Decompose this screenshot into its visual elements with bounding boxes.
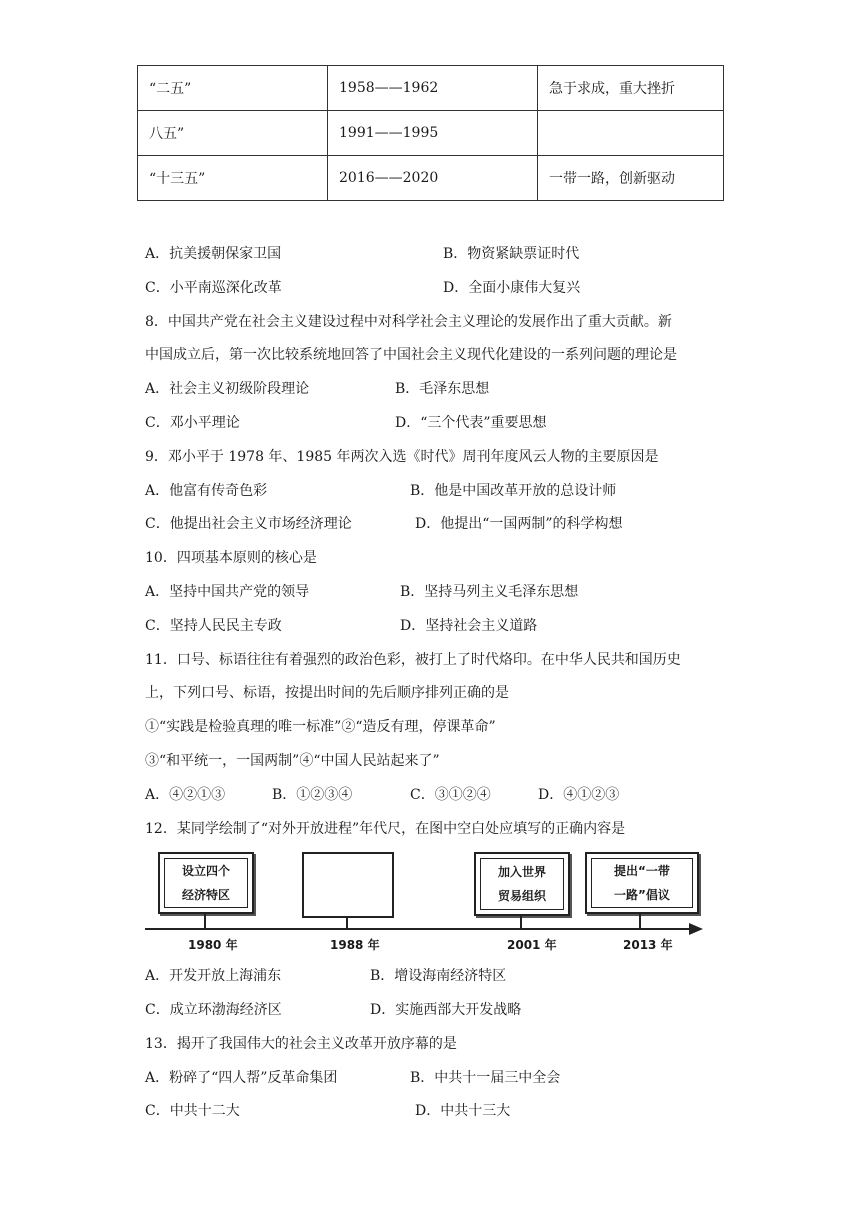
table-cell-plan: “十三五” bbox=[138, 156, 328, 201]
q10-option-b: B．坚持马列主义毛泽东思想 bbox=[400, 584, 579, 600]
table-cell-theme bbox=[538, 111, 724, 156]
q11-stem-line2: 上，下列口号、标语，按提出时间的先后顺序排列正确的是 bbox=[145, 685, 509, 701]
opening-up-timeline bbox=[145, 848, 705, 958]
q10-option-c: C．坚持人民民主专政 bbox=[145, 618, 282, 634]
q12-option-b: B．增设海南经济特区 bbox=[370, 968, 507, 984]
q11-option-a: A．④②①③ bbox=[145, 787, 226, 803]
table-row bbox=[138, 66, 724, 111]
q13-option-c: C．中共十二大 bbox=[145, 1103, 240, 1119]
q7-option-d: D．全面小康伟大复兴 bbox=[443, 280, 581, 296]
q8-option-d: D．“三个代表”重要思想 bbox=[395, 415, 547, 431]
table-cell-theme: 急于求成，重大挫折 bbox=[538, 66, 724, 111]
q13-option-d: D．中共十三大 bbox=[415, 1103, 511, 1119]
timeline-box-1980-line2: 经济特区 bbox=[181, 888, 230, 902]
timeline-stem bbox=[639, 912, 641, 928]
timeline-box-2013-line2: 一路”倡议 bbox=[614, 888, 670, 902]
q8-option-a: A．社会主义初级阶段理论 bbox=[145, 381, 310, 397]
timeline-box-2001-line2: 贸易组织 bbox=[497, 889, 546, 903]
q13-option-a: A．粉碎了“四人帮”反革命集团 bbox=[145, 1070, 338, 1086]
q7-option-a: A．抗美援朝保家卫国 bbox=[145, 246, 282, 262]
table-cell-plan: 八五” bbox=[138, 111, 328, 156]
timeline-box-2001-line1: 加入世界 bbox=[497, 865, 546, 879]
q12-option-c: C．成立环渤海经济区 bbox=[145, 1002, 282, 1018]
five-year-plan-table bbox=[137, 65, 724, 201]
q12-stem: 12．某同学绘制了“对外开放进程”年代尺，在图中空白处应填写的正确内容是 bbox=[145, 821, 626, 837]
q8-option-c: C．邓小平理论 bbox=[145, 415, 240, 431]
q10-stem: 10．四项基本原则的核心是 bbox=[145, 550, 317, 566]
timeline-year-label: 2013 年 bbox=[623, 938, 673, 952]
q11-option-d: D．④①②③ bbox=[538, 787, 620, 803]
q9-option-a: A．他富有传奇色彩 bbox=[145, 483, 268, 499]
q10-option-d: D．坚持社会主义道路 bbox=[400, 618, 538, 634]
table-cell-plan: “二五” bbox=[138, 66, 328, 111]
timeline-box-2013-line1: 提出“一带 bbox=[614, 864, 670, 878]
timeline-year-label: 2001 年 bbox=[507, 938, 557, 952]
q11-option-b: B．①②③④ bbox=[272, 787, 353, 803]
timeline-stem bbox=[520, 914, 522, 928]
q12-option-a: A．开发开放上海浦东 bbox=[145, 968, 282, 984]
table-cell-theme: 一带一路，创新驱动 bbox=[538, 156, 724, 201]
q8-option-b: B．毛泽东思想 bbox=[395, 381, 490, 397]
q11-option-c: C．③①②④ bbox=[410, 787, 491, 803]
q11-items-1-2: ①“实践是检验真理的唯一标准”②“造反有理，停课革命” bbox=[145, 719, 496, 735]
timeline-box-2013 bbox=[585, 852, 699, 914]
q13-stem: 13．揭开了我国伟大的社会主义改革开放序幕的是 bbox=[145, 1036, 457, 1052]
table-cell-years: 1991——1995 bbox=[328, 111, 538, 156]
table-cell-years: 1958——1962 bbox=[328, 66, 538, 111]
q9-option-c: C．他提出社会主义市场经济理论 bbox=[145, 516, 352, 532]
timeline-stem bbox=[346, 916, 348, 928]
table-cell-years: 2016——2020 bbox=[328, 156, 538, 201]
q7-option-c: C．小平南巡深化改革 bbox=[145, 280, 282, 296]
q7-option-b: B．物资紧缺票证时代 bbox=[443, 246, 580, 262]
q9-option-d: D．他提出“一国两制”的科学构想 bbox=[415, 516, 623, 532]
timeline-axis bbox=[145, 928, 693, 930]
timeline-year-label: 1988 年 bbox=[330, 938, 380, 952]
q12-option-d: D．实施西部大开发战略 bbox=[370, 1002, 522, 1018]
q11-items-3-4: ③“和平统一，一国两制”④“中国人民站起来了” bbox=[145, 753, 440, 769]
timeline-year-label: 1980 年 bbox=[188, 938, 238, 952]
timeline-box-2001 bbox=[474, 852, 570, 916]
q13-option-b: B．中共十一届三中全会 bbox=[410, 1070, 561, 1086]
timeline-box-1980-line1: 设立四个 bbox=[181, 864, 230, 878]
timeline-blank-box-1988 bbox=[302, 852, 394, 918]
table-row bbox=[138, 156, 724, 201]
q10-option-a: A．坚持中国共产党的领导 bbox=[145, 584, 310, 600]
q9-option-b: B．他是中国改革开放的总设计师 bbox=[410, 483, 617, 499]
q8-stem-line1: 8．中国共产党在社会主义建设过程中对科学社会主义理论的发展作出了重大贡献。新 bbox=[145, 314, 672, 330]
timeline-stem bbox=[204, 912, 206, 928]
q9-stem: 9．邓小平于 1978 年、1985 年两次入选《时代》周刊年度风云人物的主要原因是 bbox=[145, 449, 659, 465]
q11-stem-line1: 11．口号、标语往往有着强烈的政治色彩，被打上了时代烙印。在中华人民共和国历史 bbox=[145, 652, 681, 668]
timeline-box-1980 bbox=[158, 852, 254, 914]
q8-stem-line2: 中国成立后，第一次比较系统地回答了中国社会主义现代化建设的一系列问题的理论是 bbox=[145, 347, 677, 363]
timeline-arrow-icon bbox=[689, 923, 703, 935]
table-row bbox=[138, 111, 724, 156]
